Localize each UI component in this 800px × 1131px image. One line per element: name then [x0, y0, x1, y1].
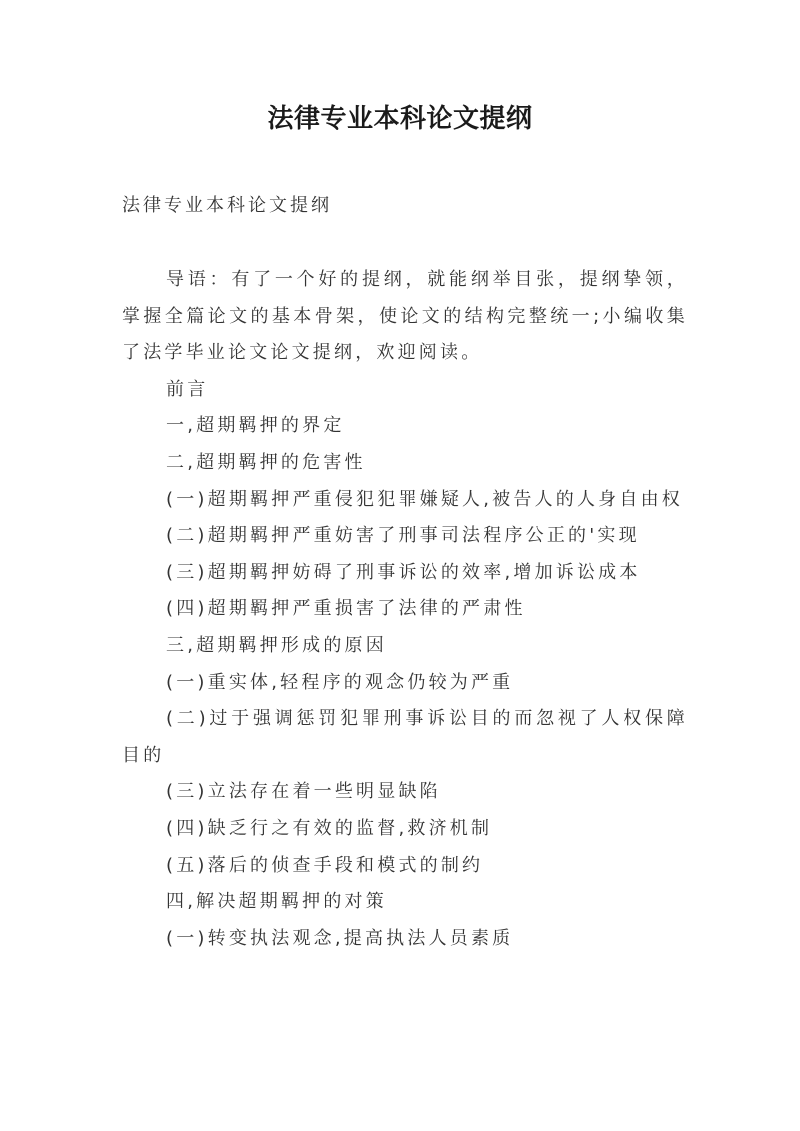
outline-item: (三)立法存在着一些明显缺陷: [166, 781, 441, 803]
outline-item: 二,超期羁押的危害性: [166, 451, 366, 473]
outline-item: 四,解决超期羁押的对策: [166, 891, 387, 913]
outline-item: (二)过于强调惩罚犯罪刑事诉讼目的而忽视了人权保障目的: [122, 708, 688, 766]
outline-item: (五)落后的侦查手段和模式的制约: [166, 854, 484, 876]
outline-item: (四)超期羁押严重损害了法律的严肃性: [166, 598, 526, 620]
outline-item: (二)超期羁押严重妨害了刑事司法程序公正的'实现: [166, 525, 640, 547]
document-body: [122, 262, 688, 957]
outline-item: 三,超期羁押形成的原因: [166, 634, 387, 656]
document-title: 法律专业本科论文提纲: [267, 104, 533, 134]
outline-item: (四)缺乏行之有效的监督,救济机制: [166, 817, 493, 839]
outline-item: 前言: [166, 378, 209, 400]
outline-item: (一)超期羁押严重侵犯犯罪嫌疑人,被告人的人身自由权: [166, 488, 683, 510]
outline-item: (一)重实体,轻程序的观念仍较为严重: [166, 671, 514, 693]
outline-item: 一,超期羁押的界定: [166, 415, 345, 437]
document-subtitle: 法律专业本科论文提纲: [122, 195, 332, 216]
outline-item: (三)超期羁押妨碍了刑事诉讼的效率,增加诉讼成本: [166, 561, 641, 583]
paragraph-intro: 导语：有了一个好的提纲，就能纲举目张，提纲挚领，掌握全篇论文的基本骨架，使论文的结构完整统一;小编收集了法学毕业论文论文提纲，欢迎阅读。: [122, 269, 688, 364]
outline-item: (一)转变执法观念,提高执法人员素质: [166, 927, 514, 949]
